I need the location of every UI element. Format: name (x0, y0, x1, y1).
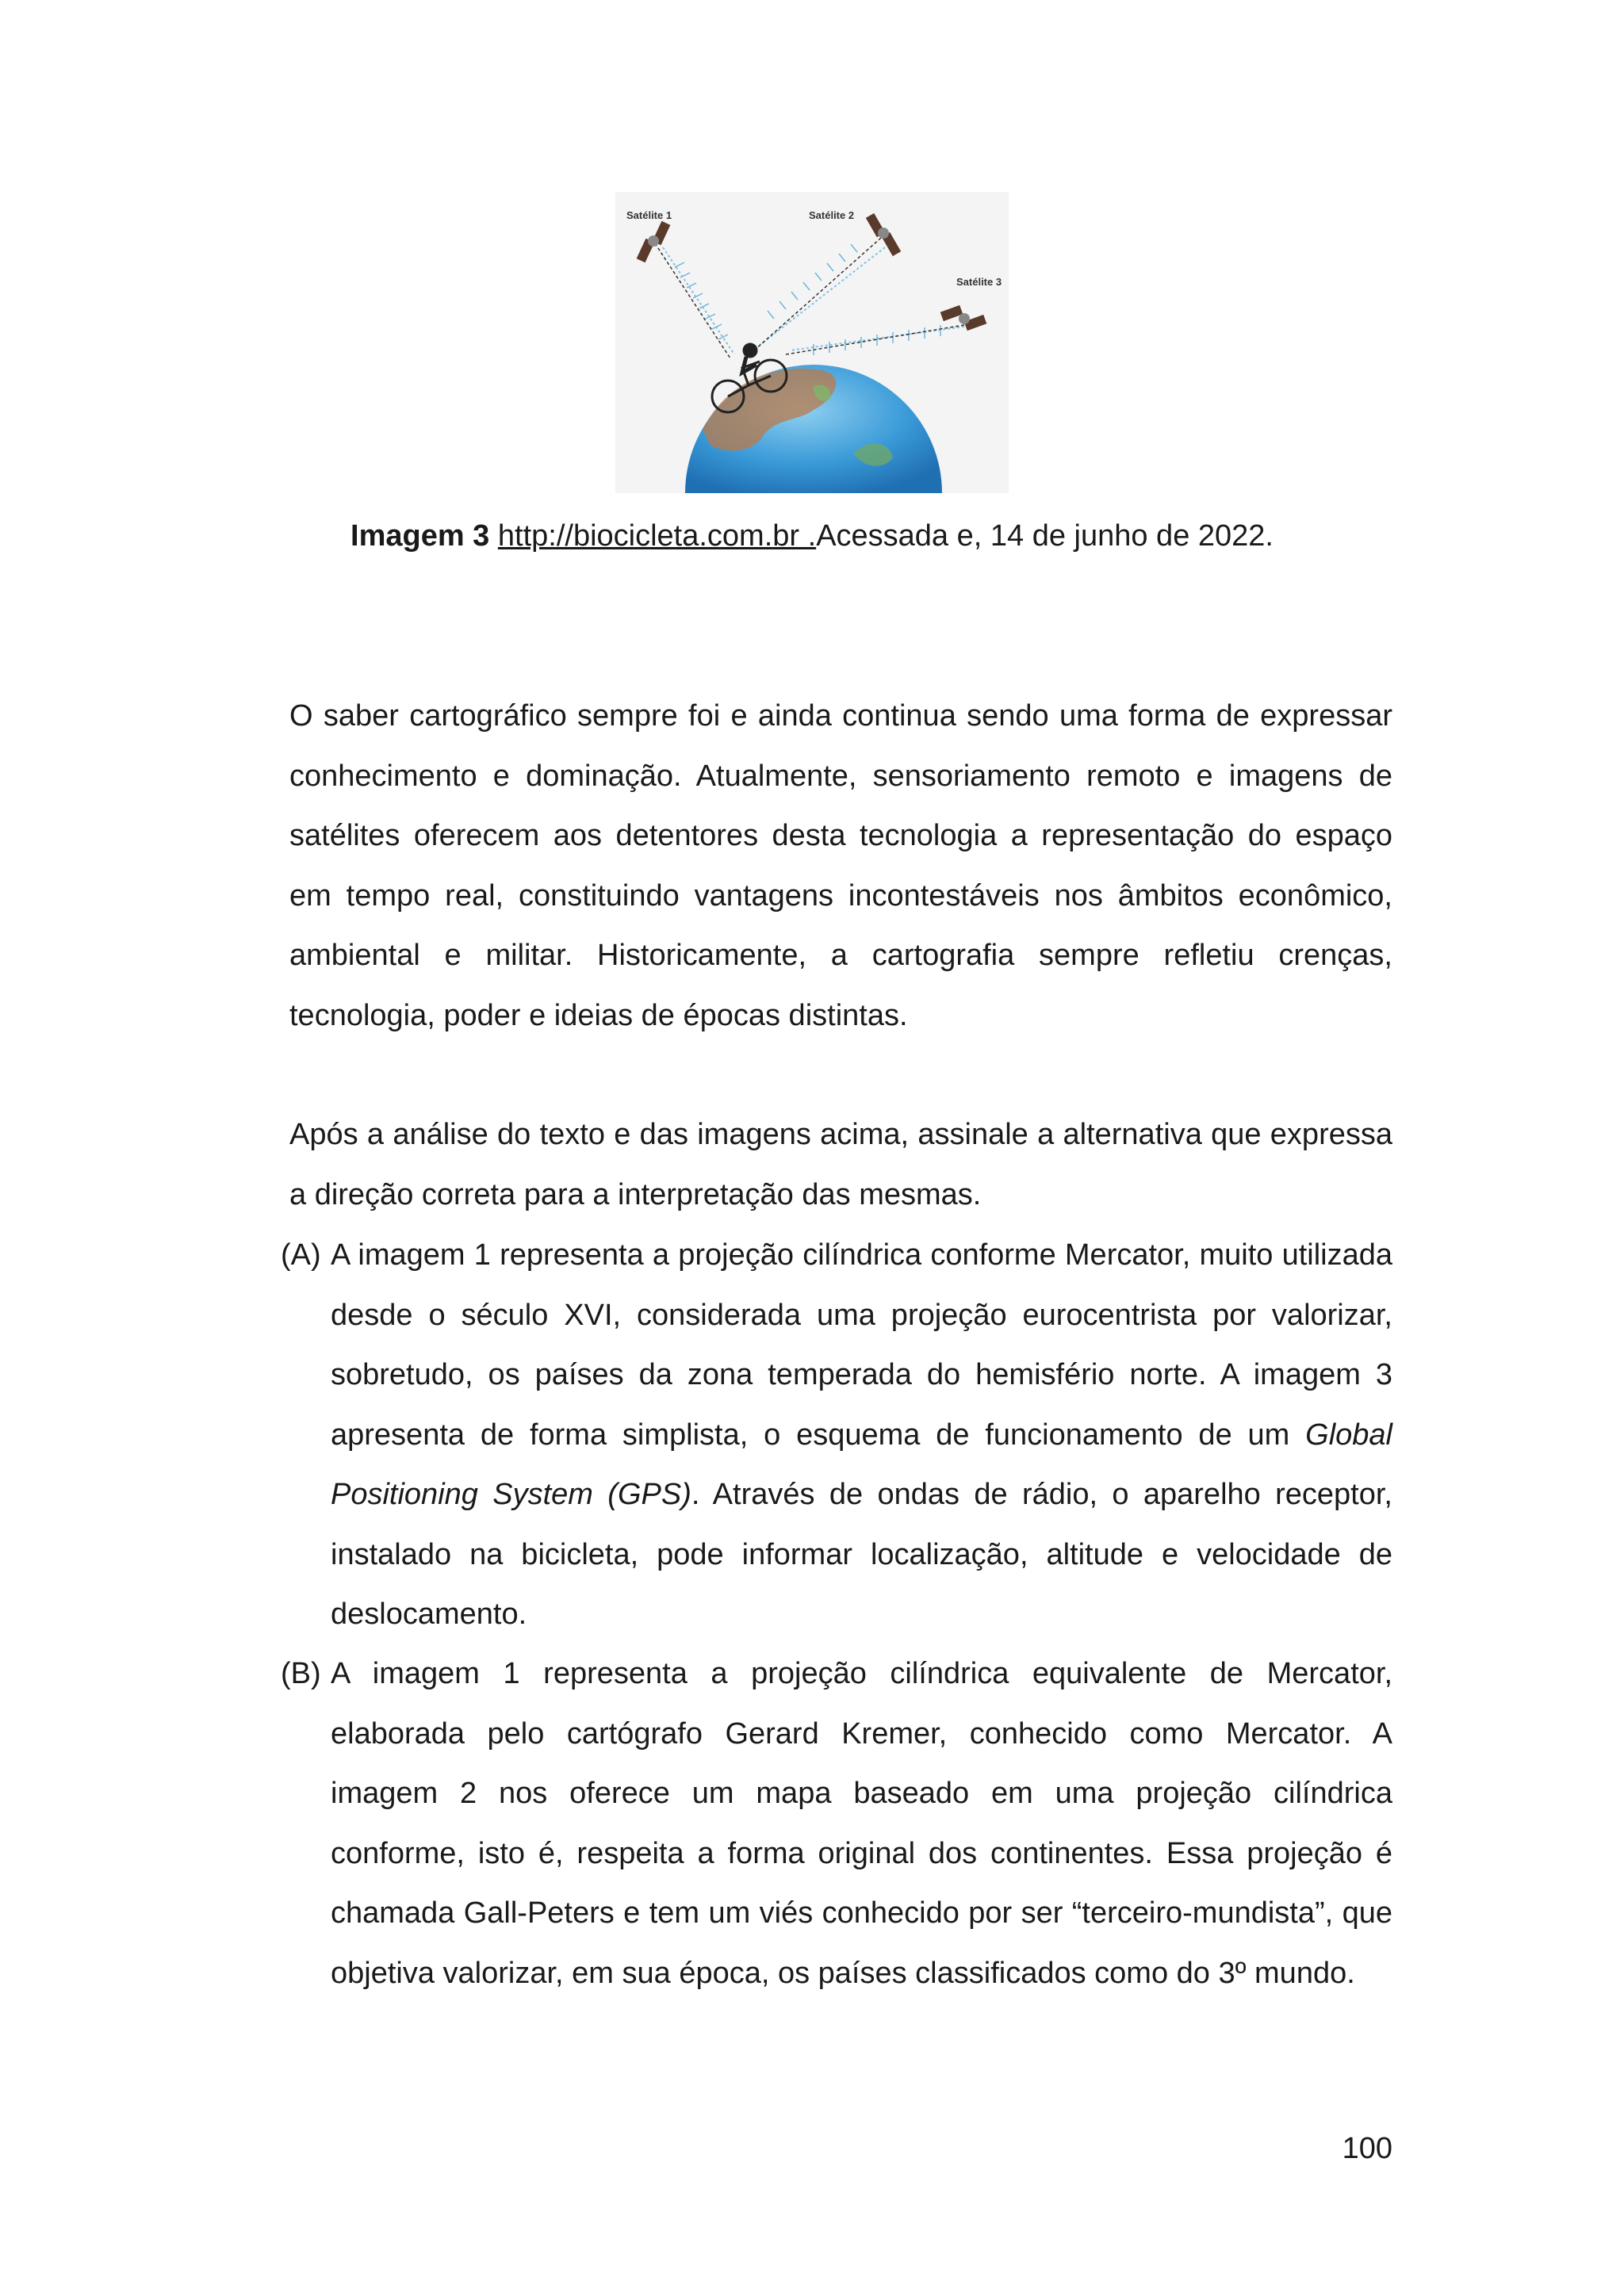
satellite-2-label: Satélite 2 (809, 209, 855, 221)
option-b-letter: (B) (281, 1657, 321, 1690)
gps-figure (615, 192, 1009, 493)
option-a-letter: (A) (281, 1238, 321, 1272)
option-a[interactable] (281, 1226, 1392, 1645)
gps-satellite-illustration (615, 192, 1009, 493)
satellite-1-label: Satélite 1 (626, 209, 672, 221)
caption-link[interactable]: http://biocicleta.com.br . (497, 519, 817, 553)
option-b-text: A imagem 1 representa a projeção cilíndrica equivalente de Mercator, elaborada pelo cartógrafo Gerard Kremer, conhecido como Mercator. A imagem 2 nos oferece um mapa baseado em uma projeção cilíndrica conforme, isto é, respeita a forma original dos continentes. Essa projeção é chamada Gall-Peters e tem um viés conhecido por ser “terceiro-mundista”, que objetiva valorizar, em sua época, os países classificados como do 3º mundo. (331, 1657, 1392, 1990)
paragraph-context: O saber cartográfico sempre foi e ainda continua sendo uma forma de expressar conhecimento e dominação. Atualmente, sensoriamento remoto e imagens de satélites oferecem aos detentores desta tecnologia a representação do espaço em tempo real, constituindo vantagens incontestáveis nos âmbitos econômico, ambiental e militar. Historicamente, a cartografia sempre refletiu crenças, tecnologia, poder e ideias de épocas distintas. (289, 699, 1392, 1032)
option-a-text: A imagem 1 representa a projeção cilíndrica conforme Mercator, muito utilizada desde o século XVI, considerada uma projeção eurocentrista por valorizar, sobretudo, os países da zona temperada do hemisfério norte. A imagem 3 apresenta de forma simplista, o esquema de funcionamento de um Global Positioning System (GPS). Através de ondas de rádio, o aparelho receptor, instalado na bicicleta, pode informar localização, altitude e velocidade de deslocamento. (331, 1238, 1392, 1631)
satellite-3-label: Satélite 3 (956, 276, 1002, 288)
figure-caption (0, 514, 1624, 558)
option-a-italic: Global Positioning System (GPS) (331, 1418, 1392, 1511)
caption-text: Acessada e, 14 de junho de 2022. (816, 519, 1274, 553)
page-number: 100 (1342, 2132, 1392, 2165)
option-b[interactable] (281, 1644, 1392, 2003)
caption-label: Imagem 3 (350, 519, 490, 553)
paragraph-question: Após a análise do texto e das imagens acima, assinale a alternativa que expressa a direção correta para a interpretação das mesmas. (289, 1118, 1392, 1211)
